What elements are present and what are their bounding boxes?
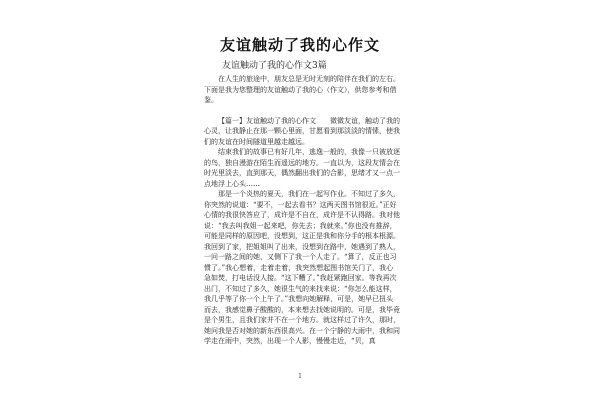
body-paragraph: 那是一个炎热的夏天，我们在一起写作业。不知过了多久，你突然的说道：“要不，一起去看书？这两天图书馆很近。”正好心情的我很快答应了，成许是不自在，成许是不认得路。我对他说：“我去叫我姐一起来吧，你先去；我就来。”你也没有推辞，可能是同样的原因吧，没想到，这正是我和你分手的根本根源。我回到了家，把姐姐叫了出来，没想到在路中，她遇到了熟人，一问一路之间的她，又侧下了我一个人走了。“算了，反正也习惯了。”我心想着，走着走着，我突然想起图书馆关门了，我心急如焚，打电话没人接。“这下糟了。”我赶紧跑回家。等我再次出门，不知过了多久，她很生气的来找来说：“你怎么能这样，我几乎等了你一个上午了。”我想向她解释，可是，她早已扭头而去，我感觉鼻子酸酸的，本来想去找她说明的。可是，我毕竟是个男生，且我们家并不在一个地方。就这样过了许久，那时，她问我是否对她的新东西很高兴。在一个宁静的大雨中，我和同学走在雨中，突然，出现一个人影，慢慢走近，“贝，真 (204, 190, 400, 345)
body-paragraph: 结束我们的故事已有好几年，逃逸一般的，我像一只被放逐的鸟，独自漫游在陌生而遥远的地方。一直以为，这段友情会在时光里淡去，直到那天，偶然翻出我们的合影，思绪才又一点一点地浮上心头…… (204, 148, 400, 188)
page-number: 1 (298, 373, 302, 380)
section-heading-paragraph: 【篇一】友谊触动了我的心作文 微微友谊，触动了我的心灵，让我静止在那一颗心里面，甘愿看到那淡淡的情愫，使我们的友谊在时间隧道里越走越远。 (204, 116, 400, 146)
document-body (204, 74, 400, 347)
document-subtitle: 友谊触动了我的心作文3篇 (222, 61, 327, 71)
intro-paragraph: 在人生的旅途中，朋友总是无时无刻的陪伴在我们的左右。下面是我为您整理的友谊触动了我的心（作文），供您参考和借鉴。 (204, 75, 400, 104)
document-title: 友谊触动了我的心作文 (219, 36, 380, 54)
